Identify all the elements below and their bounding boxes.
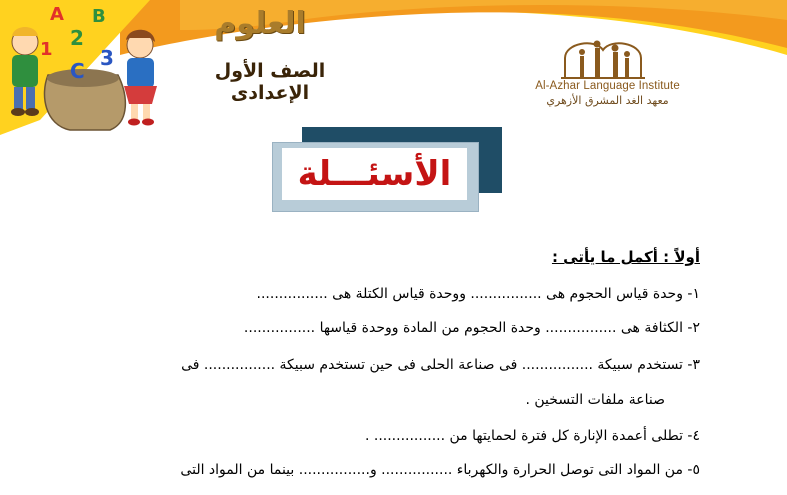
svg-text:B: B bbox=[92, 6, 106, 27]
institute-name-en: Al-Azhar Language Institute bbox=[535, 80, 680, 92]
kids-illustration bbox=[0, 0, 175, 135]
section-heading: أولاً : أكمل ما يأتى : bbox=[551, 248, 700, 266]
question-2: ٢- الكثافة هى ................ وحدة الحجوم من المادة ووحدة قياسها ................ bbox=[243, 320, 700, 336]
question-3: ٣- تستخدم سبيكة ................ فى صناعة الحلى فى حين تستخدم سبيكة ................ فى bbox=[181, 357, 700, 373]
svg-text:3: 3 bbox=[100, 46, 114, 70]
question-1: ١- وحدة قياس الحجوم هى ................ ووحدة قياس الكتلة هى ................ bbox=[256, 286, 700, 302]
svg-text:1: 1 bbox=[40, 39, 53, 60]
grade-label: الصف الأول الإعدادى bbox=[214, 60, 326, 104]
subject-title: العلوم bbox=[214, 6, 306, 41]
question-4: ٤- تطلى أعمدة الإنارة كل فترة لحمايتها من ................ . bbox=[364, 428, 700, 444]
institute-name-ar: معهد الغد المشرق الأزهري bbox=[546, 94, 669, 107]
svg-text:C: C bbox=[70, 59, 85, 83]
question-5: ٥- من المواد التى توصل الحرارة والكهرباء ................ و................ بينما من المواد التى bbox=[180, 462, 700, 478]
svg-text:A: A bbox=[50, 4, 64, 25]
title-box bbox=[282, 148, 467, 200]
question-3-continued: صناعة ملفات التسخين . bbox=[525, 392, 665, 408]
svg-text:2: 2 bbox=[70, 26, 84, 50]
page-title: الأسئـــلة bbox=[297, 154, 452, 194]
